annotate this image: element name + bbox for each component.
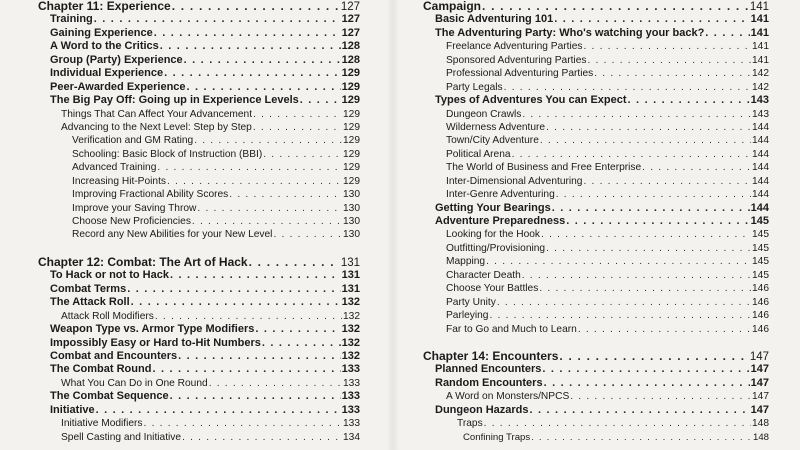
toc-entry <box>423 363 769 376</box>
page-number: 132 <box>341 296 360 309</box>
page-number: 129 <box>343 175 360 187</box>
entry-title: Choose Your Battles <box>446 283 539 295</box>
entry-title: The Attack Roll <box>50 296 130 309</box>
page-number: 128 <box>341 40 360 53</box>
dot-leader <box>164 67 341 80</box>
dot-leader <box>583 175 751 188</box>
toc-entry <box>423 309 769 322</box>
dot-leader <box>642 161 751 174</box>
entry-title: Attack Roll Modifiers <box>61 310 154 322</box>
toc-entry <box>423 148 769 161</box>
page-number: 133 <box>341 363 360 376</box>
dot-leader <box>172 0 340 13</box>
toc-entry <box>423 121 769 134</box>
page-number: 144 <box>752 148 769 160</box>
toc-entry <box>38 108 360 121</box>
dot-leader <box>170 269 341 282</box>
toc-entry <box>423 94 769 107</box>
entry-title: Choose New Proficiencies <box>72 216 191 227</box>
page-number: 147 <box>750 363 769 376</box>
entry-title: Advancing to the Next Level: Step by Step <box>61 121 252 133</box>
dot-leader <box>578 323 751 336</box>
toc-group <box>423 0 769 336</box>
dot-leader <box>96 404 341 417</box>
group-spacer <box>38 242 360 256</box>
entry-title: Parleying <box>446 310 489 322</box>
toc-entry <box>423 161 769 174</box>
entry-title: Types of Adventures You can Expect <box>435 94 627 107</box>
toc-entry <box>423 215 769 228</box>
toc-entry <box>423 202 769 215</box>
group-spacer <box>423 336 769 350</box>
dot-leader <box>705 27 749 40</box>
dot-leader <box>300 94 341 107</box>
dot-leader <box>540 134 751 147</box>
dot-leader <box>249 256 340 269</box>
chapter-heading <box>38 0 360 13</box>
dot-leader <box>178 350 341 363</box>
dot-leader <box>484 417 751 430</box>
dot-leader <box>255 323 340 336</box>
entry-title: The Adventuring Party: Who's watching your back? <box>435 26 705 39</box>
dot-leader <box>570 390 751 403</box>
page-number: 147 <box>749 350 769 363</box>
entry-title: Improve your Saving Throw <box>72 202 197 214</box>
entry-title: Combat Terms <box>50 282 127 295</box>
toc-entry <box>423 27 769 40</box>
dot-leader <box>194 134 342 147</box>
page-number: 132 <box>341 336 360 349</box>
page-number: 141 <box>750 13 769 26</box>
page-number: 133 <box>343 377 360 389</box>
toc-entry <box>423 13 769 26</box>
toc-entry <box>38 54 360 67</box>
dot-leader <box>187 81 341 94</box>
toc-entry <box>423 67 769 80</box>
page-number: 145 <box>752 256 769 268</box>
dot-leader <box>554 13 749 26</box>
dot-leader <box>144 417 342 430</box>
dot-leader <box>160 40 341 53</box>
toc-entry <box>423 175 769 188</box>
dot-leader <box>155 310 342 323</box>
dot-leader <box>594 67 751 80</box>
page-number: 133 <box>341 403 360 416</box>
entry-title: Peer-Awarded Experience <box>50 80 186 93</box>
dot-leader <box>209 377 342 390</box>
entry-title: Increasing Hit-Points <box>72 175 166 187</box>
entry-title: Weapon Type vs. Armor Type Modifiers <box>50 323 255 336</box>
entry-title: Wilderness Adventure <box>446 121 546 133</box>
dot-leader <box>530 404 750 417</box>
toc-entry <box>38 67 360 80</box>
page-number: 143 <box>752 108 769 120</box>
page-number: 134 <box>343 431 360 443</box>
toc-entry <box>423 323 769 336</box>
entry-title: Impossibly Easy or Hard to-Hit Numbers <box>50 336 261 349</box>
page-number: 133 <box>341 390 360 403</box>
dot-leader <box>182 431 342 444</box>
toc-entry <box>38 13 360 26</box>
entry-title: The World of Business and Free Enterprise <box>446 162 642 174</box>
toc-group <box>38 0 360 242</box>
toc-entry <box>38 228 360 241</box>
dot-leader <box>167 175 342 188</box>
dot-leader <box>546 121 751 134</box>
dot-leader <box>170 390 341 403</box>
page-number: 145 <box>752 229 769 241</box>
toc-entry <box>423 188 769 201</box>
entry-title: Things That Can Affect Your Advancement <box>61 108 253 120</box>
toc-entry <box>423 40 769 53</box>
entry-title: Campaign <box>423 0 482 13</box>
page-number: 141 <box>749 1 769 13</box>
toc-entry <box>423 242 769 255</box>
dot-leader <box>253 121 342 134</box>
entry-title: Professional Adventuring Parties <box>446 68 594 80</box>
entry-title: Random Encounters <box>435 376 543 389</box>
toc-entry <box>38 404 360 417</box>
entry-title: Initiative <box>50 403 95 416</box>
toc-entry <box>38 310 360 323</box>
toc-entry <box>423 108 769 121</box>
toc-entry <box>38 202 360 215</box>
entry-title: Schooling: Basic Block of Instruction (BBI) <box>72 148 263 160</box>
chapter-heading <box>38 256 360 269</box>
page-number: 142 <box>752 68 769 80</box>
page-number: 146 <box>752 310 769 322</box>
entry-title: Verification and GM Rating <box>72 135 194 147</box>
dot-leader <box>542 363 749 376</box>
toc-entry <box>423 377 769 390</box>
toc-entry <box>38 134 360 147</box>
page-gutter <box>386 0 400 450</box>
page-number: 131 <box>341 269 360 282</box>
toc-entry <box>423 390 769 403</box>
dot-leader <box>486 255 751 268</box>
dot-leader <box>539 282 751 295</box>
page-number: 129 <box>343 162 360 174</box>
entry-title: Advanced Training <box>72 162 157 174</box>
toc-entry <box>38 283 360 296</box>
page-number: 127 <box>341 26 360 39</box>
page-number: 147 <box>752 391 769 403</box>
entry-title: Party Unity <box>446 296 496 308</box>
entry-title: Party Legals <box>446 81 503 93</box>
toc-entry <box>38 323 360 336</box>
entry-title: Mapping <box>446 256 486 268</box>
toc-left-column <box>38 0 360 444</box>
toc-entry <box>38 40 360 53</box>
toc-entry <box>38 296 360 309</box>
toc-entry <box>423 269 769 282</box>
page-number: 130 <box>343 202 360 214</box>
toc-entry <box>38 175 360 188</box>
dot-leader <box>489 309 751 322</box>
page-number: 130 <box>343 189 360 201</box>
page-number: 148 <box>752 418 769 430</box>
toc-entry <box>38 390 360 403</box>
entry-title: Training <box>50 13 93 26</box>
dot-leader <box>541 228 751 241</box>
page-number: 147 <box>750 376 769 389</box>
page-number: 146 <box>752 283 769 295</box>
entry-title: Freelance Adventuring Parties <box>446 41 583 53</box>
dot-leader <box>522 269 751 282</box>
entry-title: To Hack or not to Hack <box>50 269 169 282</box>
page-number: 129 <box>343 135 360 147</box>
page-number: 131 <box>341 282 360 295</box>
page-number: 144 <box>750 201 769 214</box>
page-number: 145 <box>752 269 769 281</box>
toc-right-column <box>423 0 769 444</box>
entry-title: Traps <box>457 418 483 430</box>
dot-leader <box>157 161 342 174</box>
dot-leader <box>229 188 342 201</box>
entry-title: Dungeon Crawls <box>446 108 522 120</box>
dot-leader <box>546 242 751 255</box>
dot-leader <box>628 94 750 107</box>
toc-entry <box>38 215 360 228</box>
page-number: 129 <box>343 108 360 120</box>
page-number: 141 <box>752 54 769 66</box>
page-number: 129 <box>343 148 360 160</box>
entry-title: What You Can Do in One Round <box>61 377 208 389</box>
entry-title: A Word to the Critics <box>50 40 159 53</box>
dot-leader <box>556 188 751 201</box>
toc-entry <box>423 404 769 417</box>
entry-title: A Word on Monsters/NPCS <box>446 391 570 403</box>
toc-entry <box>38 148 360 161</box>
page-number: 129 <box>341 67 360 80</box>
page-number: 145 <box>750 215 769 227</box>
entry-title: Character Death <box>446 269 521 281</box>
toc-entry <box>38 161 360 174</box>
dot-leader <box>566 215 749 228</box>
dot-leader <box>152 363 340 376</box>
toc-entry <box>38 81 360 94</box>
page-number: 144 <box>752 189 769 201</box>
page-number: 129 <box>341 94 360 107</box>
toc-entry <box>423 134 769 147</box>
dot-leader <box>583 40 751 53</box>
dot-leader <box>192 215 342 228</box>
entry-title: Outfitting/Provisioning <box>446 242 546 254</box>
dot-leader <box>497 296 751 309</box>
entry-title: Inter-Dimensional Adventuring <box>446 175 583 187</box>
page-number: 128 <box>341 53 360 66</box>
toc-entry <box>38 94 360 107</box>
dot-leader <box>253 108 342 121</box>
entry-title: Sponsored Adventuring Parties <box>446 54 587 66</box>
page-number: 132 <box>343 310 360 322</box>
page-number: 142 <box>752 81 769 93</box>
dot-leader <box>262 337 341 350</box>
entry-title: Group (Party) Experience <box>50 53 183 66</box>
toc-entry <box>38 121 360 134</box>
dot-leader <box>544 377 750 390</box>
toc-entry <box>38 363 360 376</box>
dot-leader <box>197 202 342 215</box>
page-number: 146 <box>752 296 769 308</box>
toc-entry <box>38 337 360 350</box>
entry-title: Improving Fractional Ability Scores <box>72 189 229 201</box>
toc-entry <box>38 27 360 40</box>
dot-leader <box>482 0 749 13</box>
page-number: 144 <box>752 175 769 187</box>
page-number: 130 <box>343 229 360 241</box>
entry-title: Confining Traps <box>463 431 531 443</box>
entry-title: Record any New Abilities for your New Level <box>72 229 273 241</box>
entry-title: Chapter 14: Encounters <box>423 349 559 363</box>
entry-title: Chapter 12: Combat: The Art of Hack <box>38 255 248 269</box>
page-number: 129 <box>343 121 360 133</box>
entry-title: Basic Adventuring 101 <box>435 13 554 26</box>
entry-title: Dungeon Hazards <box>435 403 529 416</box>
dot-leader <box>154 27 341 40</box>
toc-entry <box>423 296 769 309</box>
page-number: 145 <box>752 242 769 254</box>
entry-title: Gaining Experience <box>50 26 153 39</box>
page-number: 131 <box>340 256 360 269</box>
page-number: 144 <box>752 135 769 147</box>
toc-group <box>38 256 360 444</box>
entry-title: The Big Pay Off: Going up in Experience Levels <box>50 94 299 107</box>
dot-leader <box>512 148 751 161</box>
entry-title: Looking for the Hook <box>446 229 541 241</box>
entry-title: Inter-Genre Adventuring <box>446 189 555 201</box>
page-number: 132 <box>341 323 360 336</box>
toc-entry <box>38 188 360 201</box>
dot-leader <box>273 228 342 241</box>
page-number: 146 <box>752 323 769 335</box>
entry-title: Town/City Adventure <box>446 135 539 147</box>
entry-title: Spell Casting and Initiative <box>61 431 182 443</box>
entry-title: Far to Go and Much to Learn <box>446 323 577 335</box>
entry-title: Political Arena <box>446 148 511 160</box>
toc-entry <box>38 269 360 282</box>
page-number: 127 <box>340 1 360 13</box>
dot-leader <box>552 202 750 215</box>
toc-group <box>423 350 769 444</box>
entry-title: Getting Your Bearings <box>435 201 551 214</box>
dot-leader <box>531 431 752 444</box>
toc-entry <box>423 255 769 268</box>
page-number: 144 <box>752 121 769 133</box>
page-number: 133 <box>343 418 360 430</box>
dot-leader <box>184 54 341 67</box>
entry-title: Individual Experience <box>50 67 164 80</box>
toc-entry <box>38 377 360 390</box>
entry-title: Combat and Encounters <box>50 349 178 362</box>
toc-entry <box>423 81 769 94</box>
dot-leader <box>127 283 340 296</box>
entry-title: Planned Encounters <box>435 363 542 376</box>
entry-title: Adventure Preparedness <box>435 215 566 227</box>
dot-leader <box>263 148 342 161</box>
entry-title: Chapter 11: Experience <box>38 0 171 13</box>
dot-leader <box>131 296 341 309</box>
toc-entry <box>38 350 360 363</box>
page-number: 141 <box>750 26 769 39</box>
page-number: 147 <box>750 403 769 416</box>
toc-entry <box>423 431 769 444</box>
toc-entry <box>423 54 769 67</box>
dot-leader <box>559 350 748 363</box>
page-number: 129 <box>341 80 360 93</box>
toc-entry <box>38 417 360 430</box>
page-number: 127 <box>341 13 360 26</box>
dot-leader <box>522 108 751 121</box>
entry-title: The Combat Sequence <box>50 390 169 403</box>
chapter-heading <box>423 350 769 363</box>
page-number: 144 <box>752 162 769 174</box>
dot-leader <box>587 54 751 67</box>
dot-leader <box>504 81 751 94</box>
page-number: 148 <box>752 431 769 443</box>
toc-entry <box>423 282 769 295</box>
page-number: 143 <box>750 94 769 107</box>
page-number: 130 <box>343 216 360 227</box>
toc-entry <box>423 417 769 430</box>
toc-entry <box>38 431 360 444</box>
toc-entry <box>423 228 769 241</box>
entry-title: The Combat Round <box>50 363 152 376</box>
dot-leader <box>94 13 341 26</box>
entry-title: Initiative Modifiers <box>61 418 143 430</box>
page-number: 132 <box>341 349 360 362</box>
page-number: 141 <box>752 41 769 53</box>
chapter-heading <box>423 0 769 13</box>
